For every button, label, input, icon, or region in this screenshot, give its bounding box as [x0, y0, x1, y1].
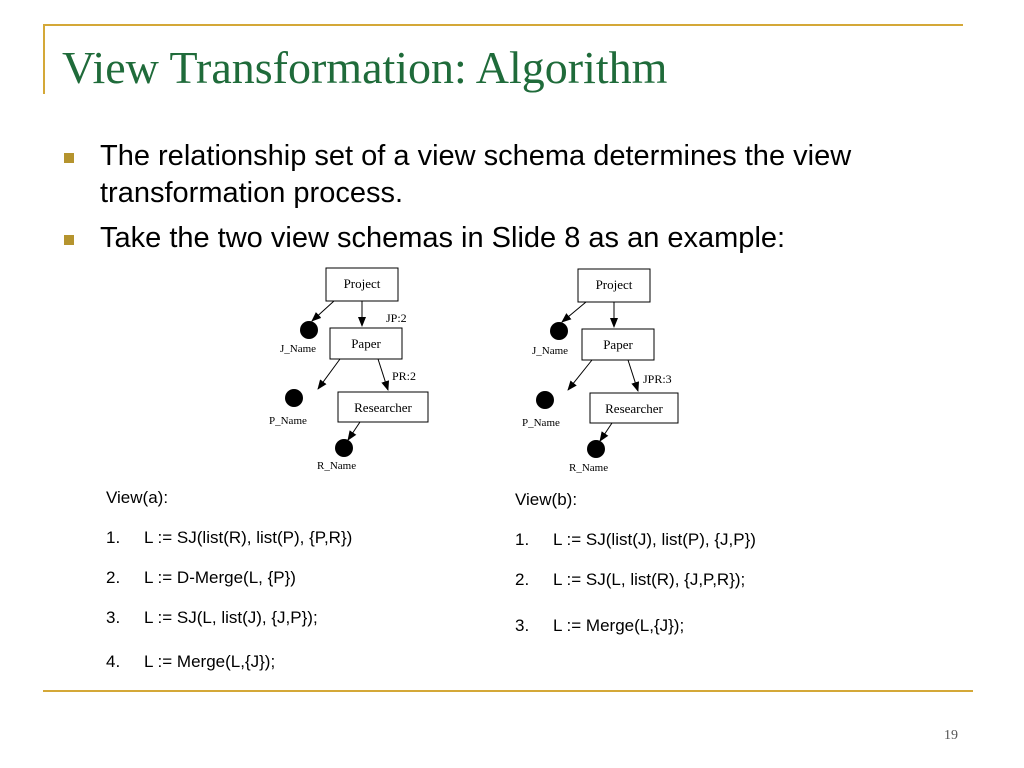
edge-paper-pname	[318, 359, 340, 389]
step-row	[515, 530, 756, 550]
paper-node-label: Paper	[603, 337, 633, 352]
schema-diagrams	[0, 262, 1024, 480]
project-node-label: Project	[595, 277, 633, 292]
step-row	[515, 616, 684, 636]
edge-project-jname	[562, 302, 586, 322]
step-number: 1.	[515, 530, 530, 549]
diagram-a	[269, 268, 428, 472]
edge-project-jname	[312, 301, 334, 321]
top-rule	[43, 24, 963, 26]
edge-paper-researcher	[628, 360, 638, 391]
pname-label: P_Name	[269, 415, 307, 427]
step-row	[106, 652, 275, 672]
step-text: L := Merge(L,{J});	[144, 652, 276, 671]
step-row	[106, 568, 296, 588]
edge-label-pr: PR:2	[392, 369, 417, 383]
view-b-heading: View(b):	[515, 490, 578, 509]
rname-attribute-dot	[587, 440, 605, 458]
step-number: 4.	[106, 652, 121, 671]
step-row	[106, 528, 352, 548]
page-number: 19	[944, 728, 958, 743]
step-number: 2.	[106, 568, 121, 587]
pname-attribute-dot	[285, 389, 303, 407]
view-a-heading: View(a):	[106, 488, 169, 507]
researcher-node-label: Researcher	[605, 401, 663, 416]
bullet-square-icon	[64, 153, 74, 163]
step-number: 1.	[106, 528, 121, 547]
bullet-item	[62, 220, 962, 257]
jname-label: J_Name	[532, 345, 569, 357]
step-text: L := D-Merge(L, {P})	[144, 568, 296, 587]
rname-attribute-dot	[335, 439, 353, 457]
step-text: L := SJ(list(R), list(P), {P,R})	[144, 528, 353, 547]
rname-label: R_Name	[317, 460, 357, 472]
slide-title: View Transformation: Algorithm	[62, 42, 668, 93]
step-text: L := SJ(list(J), list(P), {J,P})	[553, 530, 756, 549]
pname-attribute-dot	[536, 391, 554, 409]
jname-attribute-dot	[300, 321, 318, 339]
edge-paper-researcher	[378, 359, 388, 390]
step-text: L := Merge(L,{J});	[553, 616, 685, 635]
pname-label: P_Name	[522, 417, 560, 429]
step-number: 3.	[106, 608, 121, 627]
step-row	[106, 608, 318, 628]
bullet-square-icon	[64, 235, 74, 245]
step-text: L := SJ(L, list(R), {J,P,R});	[553, 570, 746, 589]
paper-node-label: Paper	[351, 336, 381, 351]
edge-label-jp: JP:2	[386, 311, 407, 325]
bullet-list	[62, 138, 962, 265]
step-number: 2.	[515, 570, 530, 589]
bullet-item	[62, 138, 962, 212]
step-number: 3.	[515, 616, 530, 635]
jname-label: J_Name	[280, 343, 317, 355]
jname-attribute-dot	[550, 322, 568, 340]
diagram-b	[522, 269, 678, 474]
bullet-text: The relationship set of a view schema determines the view transformation process.	[100, 140, 852, 209]
edge-researcher-rname	[600, 423, 612, 441]
edge-researcher-rname	[348, 422, 360, 440]
edge-label-jpr: JPR:3	[643, 372, 672, 386]
bottom-rule	[43, 690, 973, 692]
step-row	[515, 570, 745, 590]
project-node-label: Project	[343, 276, 381, 291]
researcher-node-label: Researcher	[354, 400, 412, 415]
bullet-text: Take the two view schemas in Slide 8 as an example:	[100, 222, 786, 254]
edge-paper-pname	[568, 360, 592, 390]
left-rule	[43, 24, 45, 94]
step-text: L := SJ(L, list(J), {J,P});	[144, 608, 318, 627]
rname-label: R_Name	[569, 462, 609, 474]
